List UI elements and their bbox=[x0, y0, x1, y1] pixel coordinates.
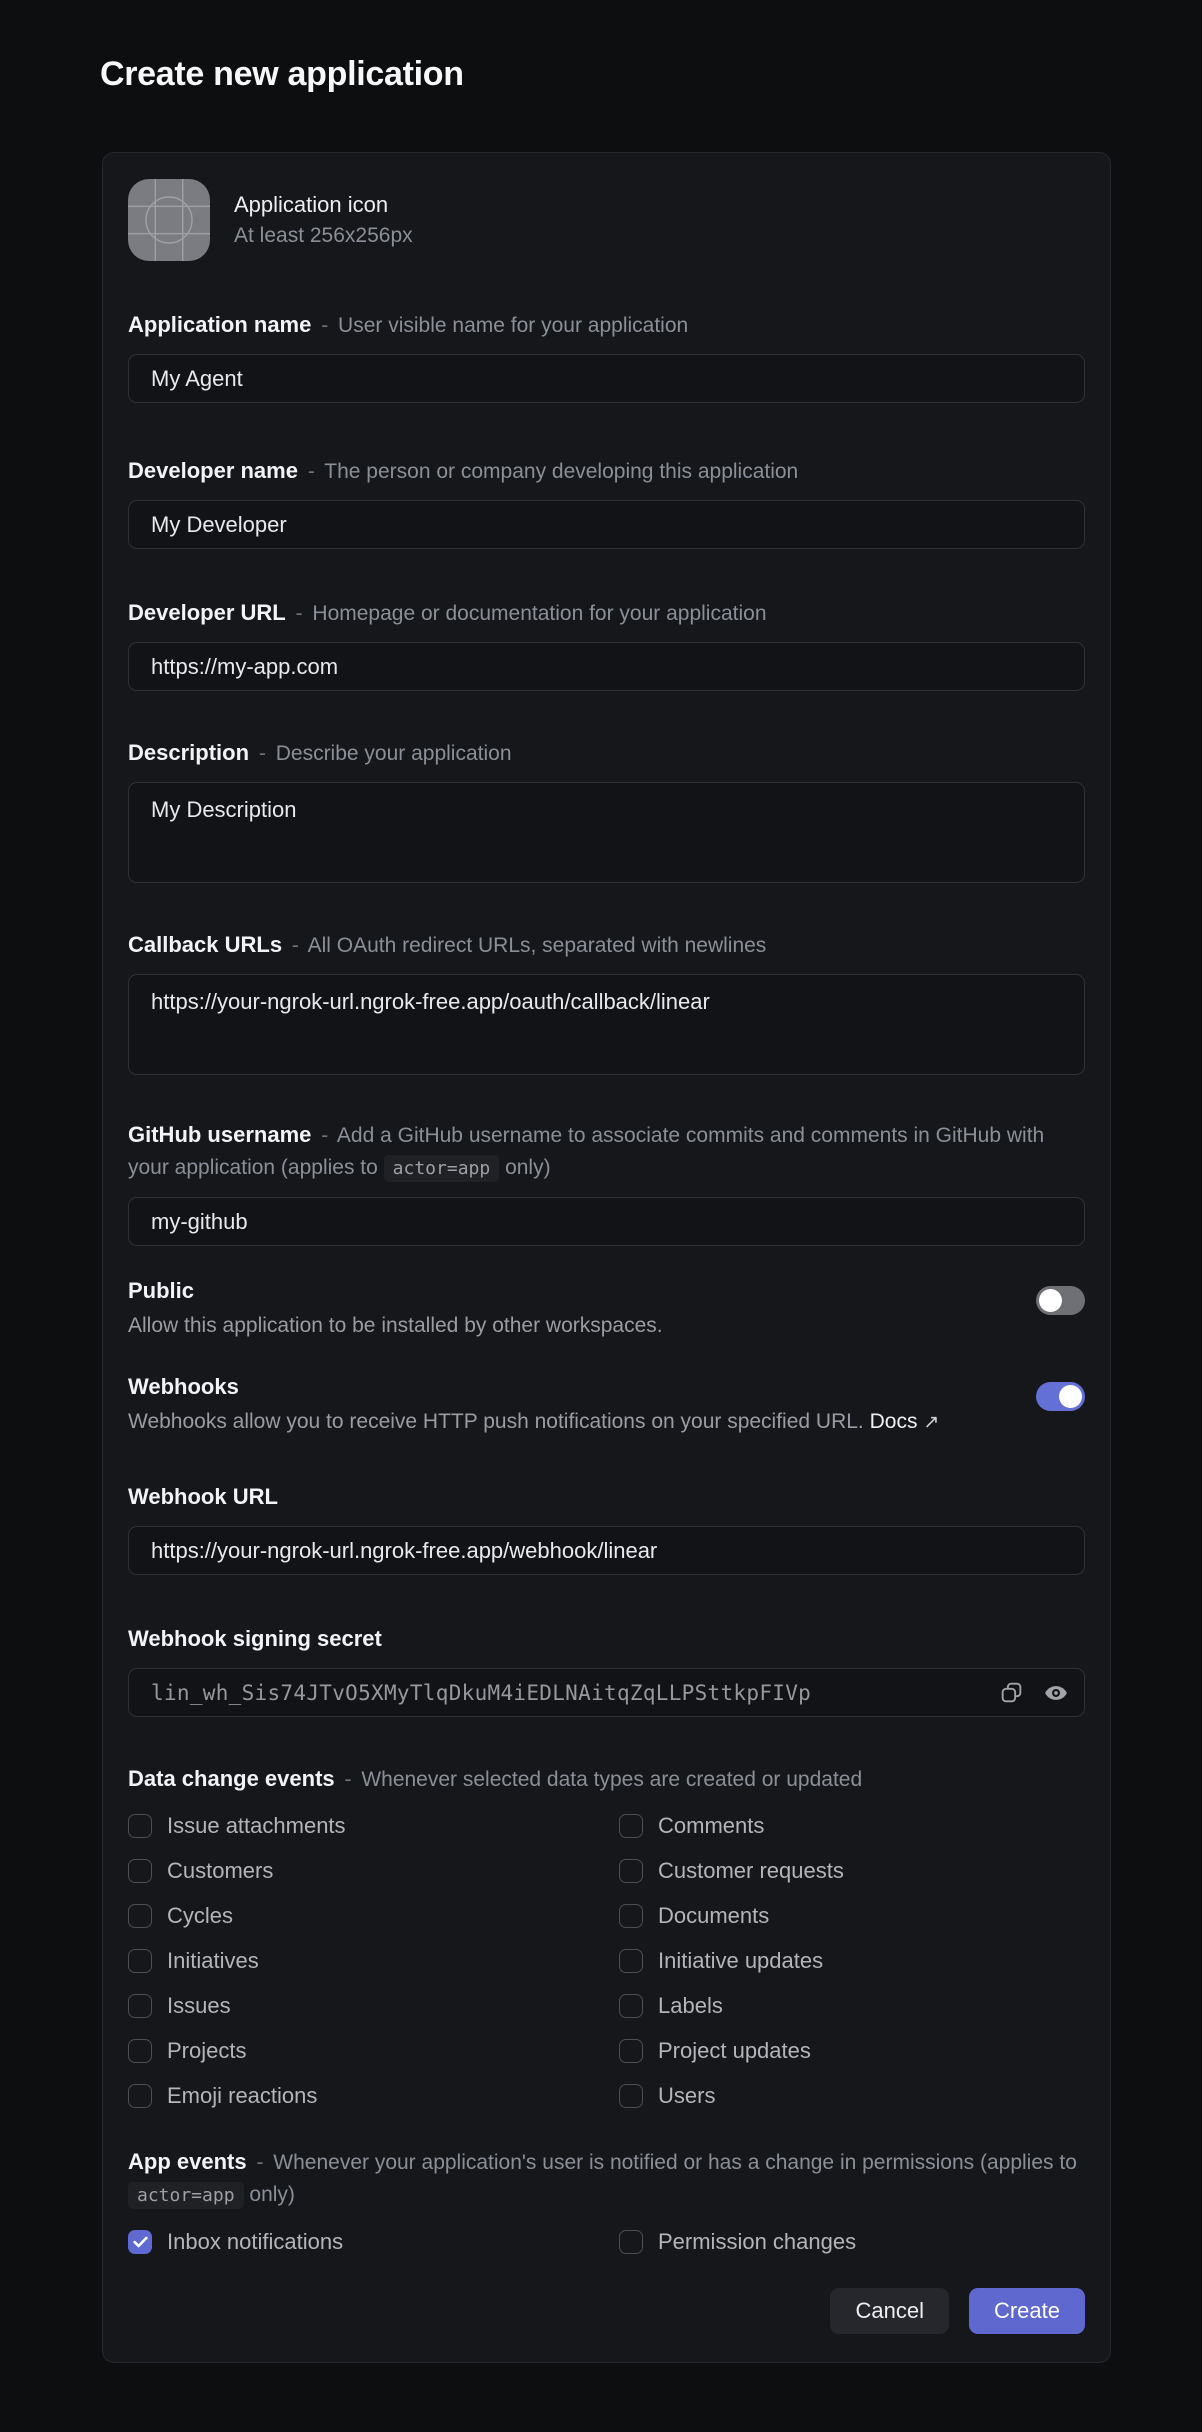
developer-name-head: Developer name - The person or company developing this application bbox=[128, 458, 799, 483]
checkbox-emoji-reactions[interactable] bbox=[128, 2082, 619, 2110]
cancel-button[interactable]: Cancel bbox=[830, 2288, 948, 2334]
checkbox-label: Inbox notifications bbox=[167, 2229, 344, 2254]
checkbox-box bbox=[619, 1814, 643, 1838]
checkbox-label: Comments bbox=[658, 1813, 765, 1838]
application-name-input[interactable] bbox=[128, 354, 1085, 403]
checkbox-label: Emoji reactions bbox=[167, 2083, 318, 2108]
toggle-knob bbox=[1059, 1385, 1082, 1408]
checkbox-label: Permission changes bbox=[658, 2229, 857, 2254]
checkbox-box bbox=[619, 1859, 643, 1883]
checkbox-box bbox=[619, 2039, 643, 2063]
checkbox-documents[interactable] bbox=[619, 1902, 1085, 1930]
toggle-knob bbox=[1039, 1289, 1062, 1312]
checkbox-label: Customer requests bbox=[658, 1858, 844, 1883]
checkbox-comments[interactable] bbox=[619, 1812, 1085, 1840]
checkbox-customer-requests[interactable] bbox=[619, 1857, 1085, 1885]
public-label: Public bbox=[128, 1278, 195, 1303]
webhook-url-head: Webhook URL bbox=[128, 1484, 278, 1509]
public-toggle[interactable] bbox=[1036, 1286, 1085, 1315]
checkbox-box bbox=[128, 2039, 152, 2063]
checkbox-label: Issue attachments bbox=[167, 1813, 346, 1838]
checkbox-customers[interactable] bbox=[128, 1857, 619, 1885]
github-username-input[interactable] bbox=[128, 1197, 1085, 1246]
application-name-head: Application name - User visible name for your application bbox=[128, 312, 689, 337]
checkbox-issues[interactable] bbox=[128, 1992, 619, 2020]
webhook-url-group bbox=[128, 1481, 1085, 1575]
webhooks-label: Webhooks bbox=[128, 1374, 239, 1399]
checkbox-box bbox=[619, 2084, 643, 2108]
description-head: Description - Describe your application bbox=[128, 740, 512, 765]
checkbox-label: Project updates bbox=[658, 2038, 811, 2063]
check-icon bbox=[133, 2236, 148, 2248]
developer-url-group bbox=[128, 597, 1085, 691]
application-icon-section bbox=[128, 179, 1085, 261]
developer-name-input[interactable] bbox=[128, 500, 1085, 549]
app-events-group bbox=[128, 2146, 1085, 2256]
external-link-arrow-icon: ↗ bbox=[923, 1412, 940, 1433]
checkbox-box bbox=[619, 1949, 643, 1973]
checkbox-initiative-updates[interactable] bbox=[619, 1947, 1085, 1975]
webhooks-description: Webhooks allow you to receive HTTP push notifications on your specified URL. Docs ↗ bbox=[128, 1410, 940, 1433]
checkbox-users[interactable] bbox=[619, 2082, 1085, 2110]
checkbox-label: Projects bbox=[167, 2038, 247, 2063]
copy-icon bbox=[999, 1680, 1024, 1705]
checkbox-label: Initiative updates bbox=[658, 1948, 824, 1973]
copy-secret-button[interactable] bbox=[998, 1680, 1024, 1706]
app-events-head: App events - Whenever your application's user is notified or has a change in permissions (applies to actor=app only) bbox=[128, 2146, 1085, 2212]
description-textarea[interactable] bbox=[128, 782, 1085, 883]
webhook-url-input[interactable] bbox=[128, 1526, 1085, 1575]
checkbox-label: Customers bbox=[167, 1858, 274, 1883]
checkbox-label: Labels bbox=[658, 1993, 723, 2018]
create-button[interactable]: Create bbox=[969, 2288, 1085, 2334]
app-events-grid bbox=[128, 2228, 1085, 2256]
checkbox-box bbox=[128, 1814, 152, 1838]
webhooks-toggle[interactable] bbox=[1036, 1382, 1085, 1411]
checkbox-cycles[interactable] bbox=[128, 1902, 619, 1930]
webhook-secret-field bbox=[128, 1668, 1085, 1717]
checkbox-label: Users bbox=[658, 2083, 716, 2108]
application-icon-hint: At least 256x256px bbox=[234, 224, 413, 247]
github-username-head: GitHub username - Add a GitHub username to associate commits and comments in GitHub with your application (applies to actor=app only) bbox=[128, 1119, 1085, 1185]
checkbox-permission-changes[interactable] bbox=[619, 2228, 1085, 2256]
checkbox-label: Initiatives bbox=[167, 1948, 259, 1973]
reveal-secret-button[interactable] bbox=[1043, 1680, 1069, 1706]
checkbox-box bbox=[128, 1904, 152, 1928]
form-actions bbox=[128, 2288, 1085, 2334]
checkbox-project-updates[interactable] bbox=[619, 2037, 1085, 2065]
checkbox-initiatives[interactable] bbox=[128, 1947, 619, 1975]
webhook-secret-group bbox=[128, 1623, 1085, 1717]
app-icon-grid-icon bbox=[128, 179, 210, 261]
checkbox-box bbox=[128, 2084, 152, 2108]
callback-urls-group bbox=[128, 929, 1085, 1075]
developer-url-input[interactable] bbox=[128, 642, 1085, 691]
webhook-secret-head: Webhook signing secret bbox=[128, 1626, 382, 1651]
checkbox-box bbox=[128, 1949, 152, 1973]
checkbox-label: Issues bbox=[167, 1993, 231, 2018]
checkbox-box bbox=[619, 1994, 643, 2018]
eye-icon bbox=[1043, 1680, 1069, 1706]
data-change-events-grid bbox=[128, 1812, 1085, 2110]
checkbox-label: Cycles bbox=[167, 1903, 234, 1928]
description-group bbox=[128, 737, 1085, 883]
public-description: Allow this application to be installed by other workspaces. bbox=[128, 1314, 663, 1337]
checkbox-issue-attachments[interactable] bbox=[128, 1812, 619, 1840]
checkbox-box bbox=[619, 2230, 643, 2254]
webhook-secret-value: lin_wh_Sis74JTvO5XMyTlqDkuM4iEDLNAitqZqLLPSttkpFIVp bbox=[151, 1680, 812, 1705]
application-icon-label: Application icon bbox=[234, 192, 389, 217]
inline-code-chip: actor=app bbox=[128, 2182, 244, 2209]
docs-link[interactable]: Docs bbox=[869, 1410, 918, 1433]
developer-url-head: Developer URL - Homepage or documentation for your application bbox=[128, 600, 767, 625]
checkbox-projects[interactable] bbox=[128, 2037, 619, 2065]
inline-code-chip: actor=app bbox=[384, 1155, 500, 1182]
page-title: Create new application bbox=[100, 55, 464, 93]
callback-urls-textarea[interactable] bbox=[128, 974, 1085, 1075]
checkbox-box bbox=[128, 1859, 152, 1883]
create-application-form bbox=[102, 152, 1111, 2363]
data-change-events-head: Data change events - Whenever selected data types are created or updated bbox=[128, 1766, 863, 1791]
webhooks-toggle-row bbox=[128, 1372, 1085, 1437]
data-change-events-group bbox=[128, 1763, 1085, 2110]
public-toggle-row bbox=[128, 1276, 1085, 1340]
checkbox-labels[interactable] bbox=[619, 1992, 1085, 2020]
application-name-group bbox=[128, 309, 1085, 403]
checkbox-label: Documents bbox=[658, 1903, 770, 1928]
checkbox-box bbox=[128, 1994, 152, 2018]
application-icon-upload[interactable] bbox=[128, 179, 210, 261]
checkbox-box bbox=[128, 2230, 152, 2254]
checkbox-box bbox=[619, 1904, 643, 1928]
checkbox-inbox-notifications[interactable] bbox=[128, 2228, 619, 2256]
github-username-group bbox=[128, 1119, 1085, 1246]
callback-urls-head: Callback URLs - All OAuth redirect URLs, separated with newlines bbox=[128, 932, 767, 957]
developer-name-group bbox=[128, 455, 1085, 549]
